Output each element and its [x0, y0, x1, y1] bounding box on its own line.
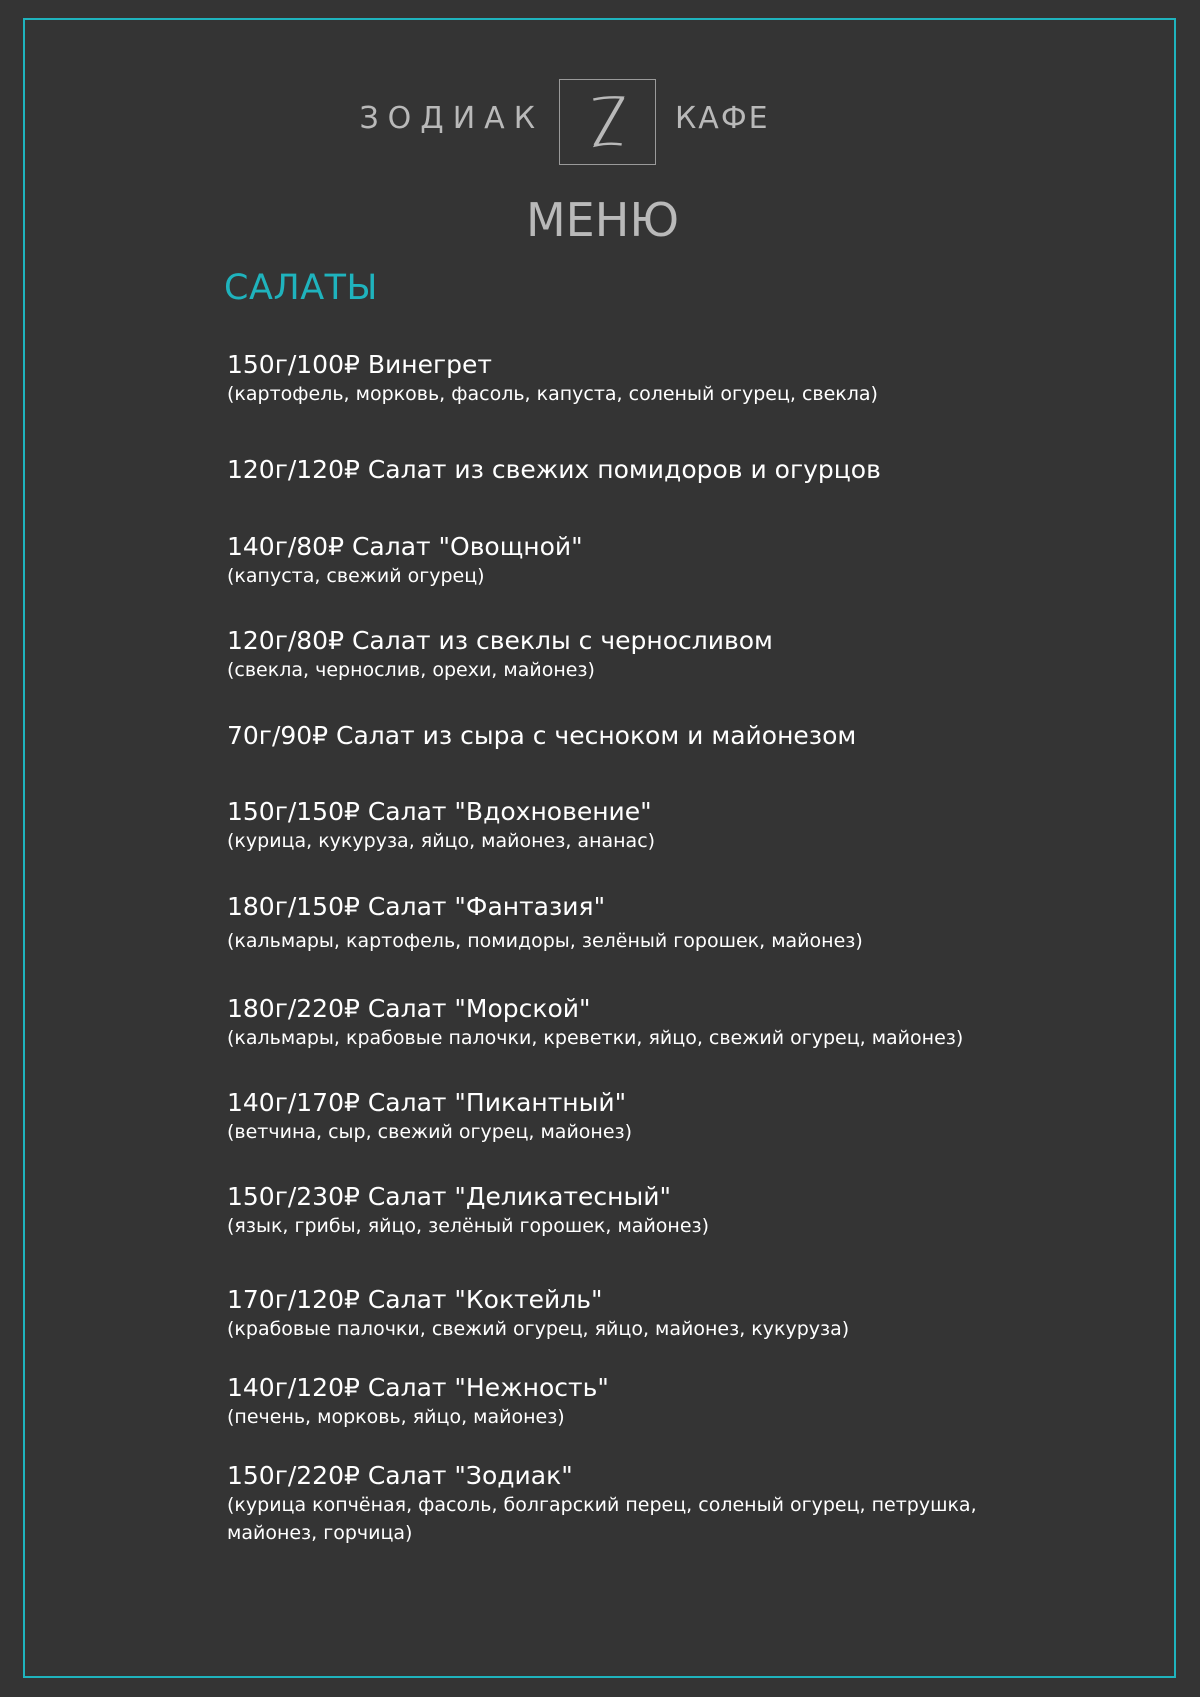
- menu-item-name: 180г/220₽ Салат "Морской": [227, 994, 591, 1023]
- menu-item-description: (кальмары, крабовые палочки, креветки, яйцо, свежий огурец, майонез): [227, 1027, 964, 1049]
- menu-item: [227, 1182, 1127, 1240]
- menu-item-name: 140г/120₽ Салат "Нежность": [227, 1373, 609, 1402]
- menu-item-description: (курица, кукуруза, яйцо, майонез, ананас): [227, 830, 656, 852]
- menu-item-name: 150г/150₽ Салат "Вдохновение": [227, 797, 652, 826]
- menu-item: [227, 721, 1127, 751]
- menu-item: [227, 350, 1127, 408]
- brand-name-left: ЗОДИАК: [359, 101, 544, 136]
- brand-header: [0, 79, 1200, 167]
- menu-item-name: 120г/120₽ Салат из свежих помидоров и огурцов: [227, 455, 881, 484]
- menu-item-name: 180г/150₽ Салат "Фантазия": [227, 892, 606, 921]
- menu-item-name: 150г/230₽ Салат "Деликатесный": [227, 1182, 672, 1211]
- menu-item: [227, 455, 1127, 485]
- menu-item-description: (капуста, свежий огурец): [227, 565, 485, 587]
- menu-item: [227, 1088, 1127, 1146]
- menu-item-name: 140г/80₽ Салат "Овощной": [227, 532, 583, 561]
- menu-item-description: (печень, морковь, яйцо, майонез): [227, 1406, 565, 1428]
- menu-item-name: 150г/220₽ Салат "Зодиак": [227, 1461, 573, 1490]
- menu-item-description: (ветчина, сыр, свежий огурец, майонез): [227, 1121, 633, 1143]
- menu-item: [227, 1373, 1127, 1431]
- menu-item-name: 120г/80₽ Салат из свеклы с черносливом: [227, 626, 773, 655]
- menu-item-description: (картофель, морковь, фасоль, капуста, соленый огурец, свекла): [227, 383, 878, 405]
- menu-item: [227, 1461, 1047, 1547]
- menu-item: [227, 797, 1127, 855]
- menu-item-name: 170г/120₽ Салат "Коктейль": [227, 1285, 603, 1314]
- menu-item: [227, 532, 1127, 590]
- menu-item-description: (крабовые палочки, свежий огурец, яйцо, майонез, кукуруза): [227, 1318, 850, 1340]
- menu-item: [227, 994, 1127, 1052]
- menu-item-description: (курица копчёная, фасоль, болгарский перец, соленый огурец, петрушка, майонез, горчица): [227, 1494, 977, 1544]
- section-title-salads: САЛАТЫ: [224, 268, 378, 308]
- brand-name-right: КАФЕ: [675, 101, 770, 136]
- zodiac-logo: [559, 79, 656, 165]
- menu-item-name: 150г/100₽ Винегрет: [227, 350, 492, 379]
- menu-item: [227, 626, 1127, 684]
- logo-z-glyph: [560, 80, 655, 164]
- menu-item-name: 70г/90₽ Салат из сыра с чесноком и майонезом: [227, 721, 857, 750]
- menu-item-description: (язык, грибы, яйцо, зелёный горошек, майонез): [227, 1215, 710, 1237]
- menu-item-description: (кальмары, картофель, помидоры, зелёный горошек, майонез): [227, 930, 863, 952]
- menu-item: [227, 1285, 1127, 1343]
- menu-title: МЕНЮ: [525, 193, 679, 247]
- menu-item-description: (свекла, чернослив, орехи, майонез): [227, 659, 595, 681]
- menu-item-name: 140г/170₽ Салат "Пикантный": [227, 1088, 627, 1117]
- menu-item: [227, 892, 1127, 955]
